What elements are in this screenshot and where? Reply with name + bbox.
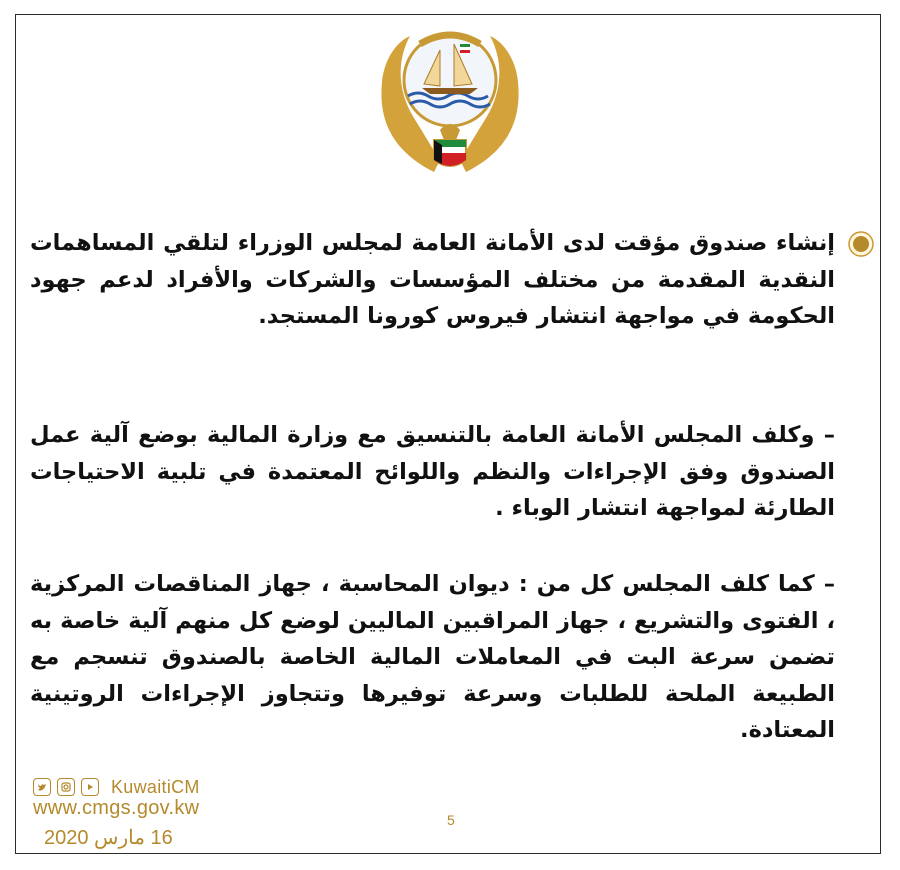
instagram-icon[interactable]: [57, 778, 75, 796]
paragraph-2-text: – وكلف المجلس الأمانة العامة بالتنسيق مع وزارة المالية بوضع آلية عمل الصندوق وفق الإجراءات والنظم واللوائح المعتمدة في تلبية الاحتياجات الطارئة لمواجهة انتشار الوباء .: [30, 422, 835, 521]
paragraph-1-text: إنشاء صندوق مؤقت لدى الأمانة العامة لمجلس الوزراء لتلقي المساهمات النقدية المقدمة من مختلف المؤسسات والشركات والأفراد لدعم جهود الحكومة في مواجهة انتشار فيروس كورونا المستجد.: [30, 230, 835, 329]
social-row: [33, 776, 200, 798]
paragraph-2: [30, 417, 835, 527]
website-link[interactable]: www.cmgs.gov.kw: [33, 797, 200, 819]
emblem-dhow: [422, 88, 478, 94]
paragraph-3: [30, 566, 835, 749]
twitter-icon[interactable]: [33, 778, 51, 796]
youtube-icon[interactable]: [81, 778, 99, 796]
social-handle[interactable]: KuwaitiCM: [111, 776, 200, 797]
date-label: 16 مارس 2020: [44, 827, 173, 849]
emblem-disk: [404, 34, 496, 126]
paragraph-3-text: – كما كلف المجلس كل من : ديوان المحاسبة ، جهاز المناقصات المركزية ، الفتوى والتشريع ، جهاز المراقبين الماليين لوضع كل منهم آلية خاصة به تضمن سرعة البت في المعاملات المالية الخاصة بالصندوق تنسجم مع الطبيعة الملحة للطلبات وسرعة توفيرها وتتجاوز الإجراءات الروتينية المعتادة.: [30, 571, 835, 743]
page-number: 5: [447, 812, 455, 828]
kuwait-cabinet-emblem: [374, 22, 526, 178]
emblem-flag-shield: [434, 140, 466, 166]
bullet-icon: [848, 231, 874, 257]
paragraph-1: [30, 225, 835, 335]
